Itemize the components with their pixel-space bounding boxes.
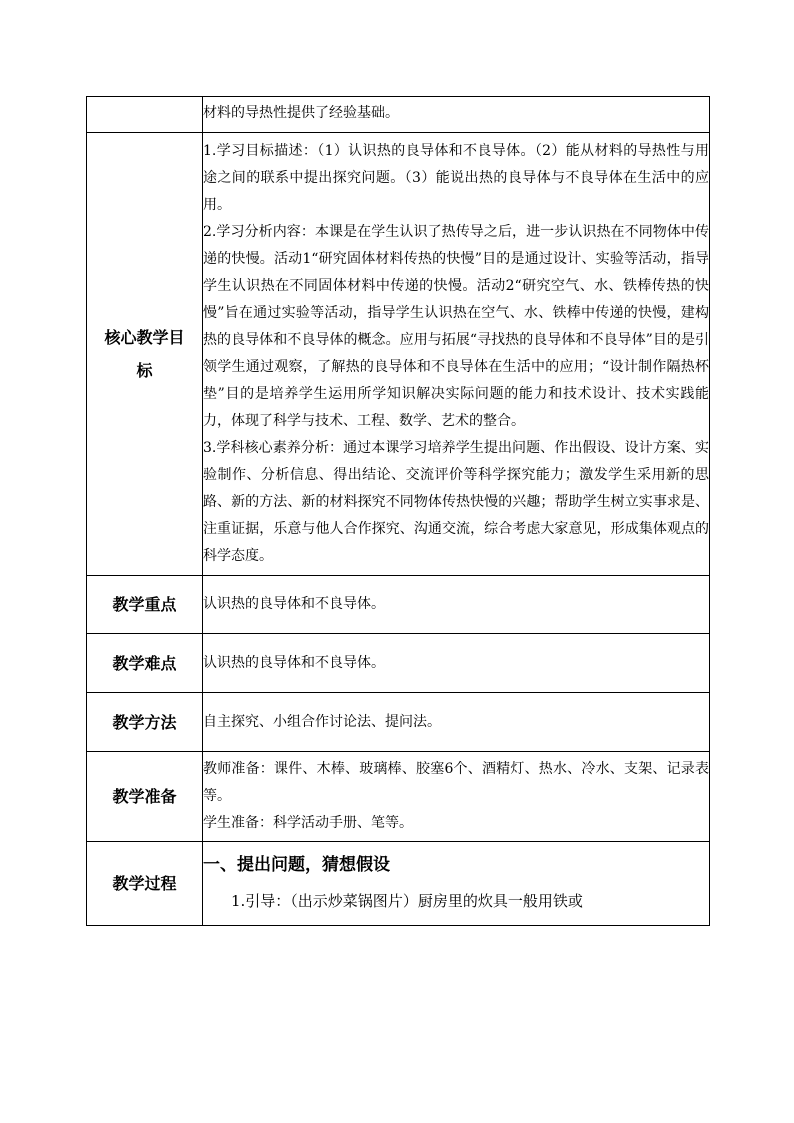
key-points-row (87, 576, 710, 634)
process-section-title: 一、提出问题，猜想假设 (203, 855, 390, 875)
key-points-label: 教学重点 (87, 576, 203, 634)
preparation-content (203, 752, 710, 842)
intro-label-cell (87, 97, 203, 133)
content-analysis: 2.学习分析内容：本课是在学生认识了热传导之后，进一步认识热在不同物体中传递的快慢。活动1“研究固体材料传热的快慢”目的是通过设计、实验等活动，指导学生认识热在不同固体材料中传递的快慢。活动2“研究空气、水、铁棒传热的快慢”旨在通过实验等活动，指导学生认识热在空气、水、铁棒中传递的快慢，建构热的良导体和不良导体的概念。应用与拓展“寻找热的良导体和不良导体”目的是引领学生通过观察，了解热的良导体和不良导体在生活中的应用；“设计制作隔热杯垫”目的是培养学生运用所学知识解决实际问题的能力和技术设计、技术实践能力，体现了科学与技术、工程、数学、艺术的整合。 (203, 224, 709, 429)
methods-row (87, 693, 710, 752)
difficulties-row (87, 634, 710, 693)
intro-row (87, 97, 710, 133)
process-content (203, 842, 710, 926)
core-goals-content (203, 133, 710, 576)
core-goals-label-text: 核心教学目标 (104, 328, 185, 380)
intro-text: 材料的导热性提供了经验基础。 (203, 105, 399, 121)
difficulties-label: 教学难点 (87, 634, 203, 693)
key-points-content: 认识热的良导体和不良导体。 (203, 576, 710, 634)
process-row (87, 842, 710, 926)
process-step-1: 1.引导：（出示炒菜锅图片）厨房里的炊具一般用铁或 (231, 892, 583, 910)
core-goals-row (87, 133, 710, 576)
difficulties-content: 认识热的良导体和不良导体。 (203, 634, 710, 693)
preparation-label: 教学准备 (87, 752, 203, 842)
lesson-plan-table (86, 96, 710, 926)
methods-content: 自主探究、小组合作讨论法、提问法。 (203, 693, 710, 752)
intro-content-cell (203, 97, 710, 133)
core-goals-label (87, 133, 203, 576)
preparation-row (87, 752, 710, 842)
methods-label: 教学方法 (87, 693, 203, 752)
core-literacy-analysis: 3.学科核心素养分析：通过本课学习培养学生提出问题、作出假设、设计方案、实验制作、分析信息、得出结论、交流评价等科学探究能力；激发学生采用新的思路、新的方法、新的材料探究不同物体传热快慢的兴趣；帮助学生树立实事求是、注重证据，乐意与他人合作探究、沟通交流，综合考虑大家意见，形成集体观点的科学态度。 (203, 440, 709, 564)
teacher-preparation: 教师准备：课件、木棒、玻璃棒、胶塞6个、酒精灯、热水、冷水、支架、记录表等。 (203, 761, 709, 804)
student-preparation: 学生准备：科学活动手册、笔等。 (203, 815, 413, 831)
process-label: 教学过程 (87, 842, 203, 926)
goal-description: 1.学习目标描述：（1）认识热的良导体和不良导体。（2）能从材料的导热性与用途之间的联系中提出探究问题。（3）能说出热的良导体与不良导体在生活中的应用。 (203, 143, 709, 213)
